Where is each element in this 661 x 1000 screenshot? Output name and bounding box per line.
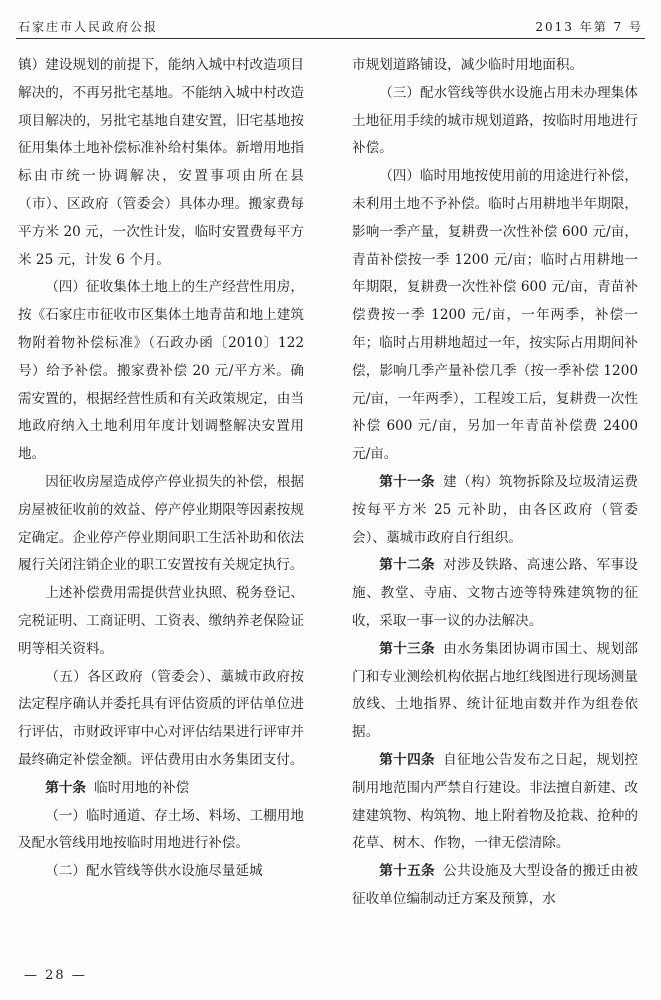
paragraph-text: 建（构）筑物拆除及垃圾清运费按每平方米 25 元补助，由各区政府（管委会）、藁城市政府自行组织。 bbox=[352, 473, 639, 546]
paragraph-text: 上述补偿费用需提供营业执照、税务登记、完税证明、工商证明、工资表、缴纳养老保险证明等相关资料。 bbox=[18, 585, 304, 657]
paragraph-text: （一）临时通道、存土场、料场、工棚用地及配水管线用地按临时用地进行补偿。 bbox=[18, 807, 304, 852]
paragraph bbox=[352, 469, 638, 552]
right-column bbox=[352, 52, 638, 914]
paragraph bbox=[18, 664, 304, 775]
paragraph-text: 由水务集团协调市国土、规划部门和专业测绘机构依据占地红线图进行现场测量放线、土地指界、统计征地亩数并作为组卷依据。 bbox=[352, 640, 639, 741]
article-number: 第十四条 bbox=[379, 751, 435, 768]
article-number: 第十五条 bbox=[379, 863, 435, 880]
article-number: 第十三条 bbox=[379, 640, 435, 657]
paragraph-text: 因征收房屋造成停产停业损失的补偿，根据房屋被征收前的效益、停产停业期限等因素按规定确定。企业停产停业期间职工生活补助和依法履行关闭注销企业的职工安置按有关规定执行。 bbox=[18, 473, 304, 574]
paragraph-text: （三）配水管线等供水设施占用未办理集体土地征用手续的城市规划道路，按临时用地进行补偿。 bbox=[352, 84, 638, 157]
article-number: 第十二条 bbox=[379, 557, 435, 574]
article-number: 第十条 bbox=[45, 779, 86, 796]
page-header bbox=[16, 14, 645, 39]
page-number: — 28 — bbox=[24, 968, 87, 983]
paragraph bbox=[352, 747, 638, 858]
paragraph-text: （五）各区政府（管委会）、藁城市政府按法定程序确认并委托具有评估资质的评估单位进行评估，市财政评审中心对评估结果进行评审并最终确定补偿金额。评估费用由水务集团支付。 bbox=[18, 668, 304, 768]
paragraph bbox=[352, 552, 638, 635]
publication-title: 石家庄市人民政府公报 bbox=[18, 20, 159, 34]
article-number: 第十一条 bbox=[379, 473, 435, 490]
paragraph-text: 自征地公告发布之日起，规划控制用地范围内严禁自行建设。非法擅自新建、改建建筑物、构筑物、地上附着物及抢栽、抢种的花草、树木、作物，一律无偿清除。 bbox=[352, 751, 639, 852]
paragraph bbox=[18, 469, 304, 580]
paragraph bbox=[352, 858, 638, 914]
paragraph bbox=[352, 80, 638, 163]
paragraph-text: （四）临时用地按使用前的用途进行补偿，未利用土地不予补偿。临时占用耕地半年期限，影响一季产量，复耕费一次性补偿 600 元/亩，青苗补偿按一季 1200 元/亩；临时占用耕地一年期限，复耕费一次性补偿 600 元/亩，青苗补偿费按一季 1200 元/亩，一年两季，补偿一年；临时占用耕地超过一年，按实际占用期间补偿，影响几季产量补偿几季（按一季补偿 1200 元/亩，一年两季），工程竣工后，复耕费一次性补偿 600 元/亩，另加一年青苗补偿费 2400 元/亩。 bbox=[352, 168, 638, 463]
paragraph bbox=[352, 636, 638, 747]
paragraph bbox=[352, 163, 638, 469]
paragraph-text: 对涉及铁路、高速公路、军事设施、教堂、寺庙、文物古迹等特殊建筑物的征收，采取一事一议的办法解决。 bbox=[352, 557, 639, 629]
paragraph bbox=[18, 775, 304, 803]
paragraph-text: 临时用地的补偿 bbox=[94, 779, 190, 796]
paragraph-text: （四）征收集体土地上的生产经营性用房，按《石家庄市征收市区集体土地青苗和地上建筑物附着物补偿标准》（石政办函〔2010〕122 号）给予补偿。搬家费补偿 20 元/平方米。确需安置的，根据经营性质和有关政策规定，由当地政府纳入土地利用年度计划调整解决安置用地。 bbox=[18, 279, 304, 463]
paragraph-text: （二）配水管线等供水设施尽量延城 bbox=[45, 863, 263, 880]
paragraph bbox=[18, 858, 304, 886]
paragraph-text: 公共设施及大型设备的搬迁由被征收单位编制动迁方案及预算，水 bbox=[352, 863, 639, 907]
paragraph bbox=[18, 803, 304, 859]
issue-number: 2013 年第 7 号 bbox=[535, 20, 643, 34]
paragraph-text: 市规划道路铺设，减少临时用地面积。 bbox=[352, 57, 584, 73]
paragraph-text: 镇）建设规划的前提下，能纳入城中村改造项目解决的，不再另批宅基地。不能纳入城中村改造项目解决的，另批宅基地自建安置，旧宅基地按征用集体土地补偿标准补给村集体。新增用地指标由市统一协调解决，安置事项由所在县（市）、区政府（管委会）具体办理。搬家费每平方米 20 元，一次性计发，临时安置费每平方米 25 元，计发 6 个月。 bbox=[18, 57, 304, 268]
paragraph bbox=[18, 52, 304, 274]
paragraph bbox=[18, 580, 304, 663]
left-column bbox=[18, 52, 304, 886]
paragraph bbox=[18, 274, 304, 469]
paragraph bbox=[352, 52, 638, 80]
